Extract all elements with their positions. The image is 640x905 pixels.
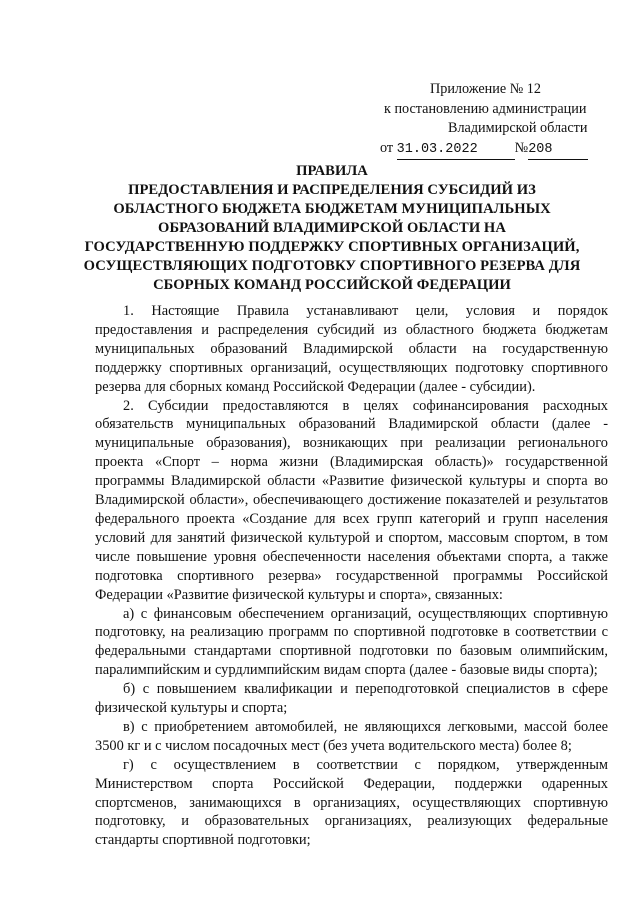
- appendix-resolution-line: к постановлению администрации: [384, 100, 587, 117]
- appendix-block: [372, 80, 622, 160]
- heading-line: ОБЛАСТНОГО БЮДЖЕТА БЮДЖЕТАМ МУНИЦИПАЛЬНЫХ: [113, 201, 551, 217]
- number-prefix: №: [514, 139, 529, 156]
- heading-line: ПРАВИЛА: [296, 163, 368, 179]
- heading-line: СБОРНЫХ КОМАНД РОССИЙСКОЙ ФЕДЕРАЦИИ: [153, 277, 511, 293]
- heading-line: ГОСУДАРСТВЕННУЮ ПОДДЕРЖКУ СПОРТИВНЫХ ОРГАНИЗАЦИЙ,: [84, 239, 580, 255]
- date-prefix: от: [380, 139, 394, 156]
- heading-line: ОСУЩЕСТВЛЯЮЩИХ ПОДГОТОВКУ СПОРТИВНОГО РЕЗЕРВА ДЛЯ: [83, 258, 581, 274]
- paragraph-2: 2. Субсидии предоставляются в целях софинансирования расходных обязательств муниципальных образований Владимирской области (далее - муниципальные образования), возникающих при реализации регионального проекта «Спорт – норма жизни (Владимирская область)» государственной программы Владимирской области «Развитие физической культуры и спорта во Владимирской области», обеспечивающего достижение показателей и результатов федерального проекта «Создание для всех групп категорий и групп населения условий для занятий физической культурой и спортом, массовым спортом, в том числе повышение уровня обеспеченности населения объектами спорта, а также подготовка спортивного резерва» государственной программы Российской Федерации «Развитие физической культуры и спорта», связанных:: [95, 397, 608, 603]
- heading-line: ОБРАЗОВАНИЙ ВЛАДИМИРСКОЙ ОБЛАСТИ НА: [158, 220, 506, 236]
- appendix-date-line: [372, 139, 622, 161]
- date-value: 31.03.2022: [397, 140, 515, 161]
- subparagraph-b: б) с повышением квалификации и переподготовкой специалистов в сфере физической культуры и спорта;: [95, 681, 608, 717]
- subparagraph-a: а) с финансовым обеспечением организаций, осуществляющих спортивную подготовку, на реализацию программ по спортивной подготовке в соответствии с федеральными стандартами спортивной подготовки по базовым олимпийским, паралимпийским и сурдлимпийским видам спорта (далее - базовые виды спорта);: [95, 605, 608, 679]
- subparagraph-v: в) с приобретением автомобилей, не являющихся легковыми, массой более 3500 кг и с числом посадочных мест (без учета водительского места) более 8;: [95, 718, 608, 754]
- document-heading: [58, 162, 606, 295]
- paragraph-1: 1. Настоящие Правила устанавливают цели, условия и порядок предоставления и распределения субсидий из областного бюджета бюджетам муниципальных образований Владимирской области на государственную поддержку спортивных организаций, осуществляющих подготовку спортивного резерва для сборных команд Российской Федерации (далее - субсидии).: [95, 303, 608, 395]
- subparagraph-g: г) с осуществлением в соответствии с порядком, утвержденным Министерством спорта Российской Федерации, поддержки одаренных спортсменов, занимающихся в организациях, осуществляющих спортивную подготовку, и образовательных организациях, реализующих федеральные стандарты спортивной подготовки;: [95, 756, 608, 849]
- number-value: 208: [528, 140, 588, 161]
- appendix-region: Владимирской области: [448, 120, 588, 136]
- appendix-title: Приложение № 12: [430, 81, 541, 97]
- heading-line: ПРЕДОСТАВЛЕНИЯ И РАСПРЕДЕЛЕНИЯ СУБСИДИЙ ИЗ: [128, 182, 536, 198]
- document-body: [95, 302, 608, 850]
